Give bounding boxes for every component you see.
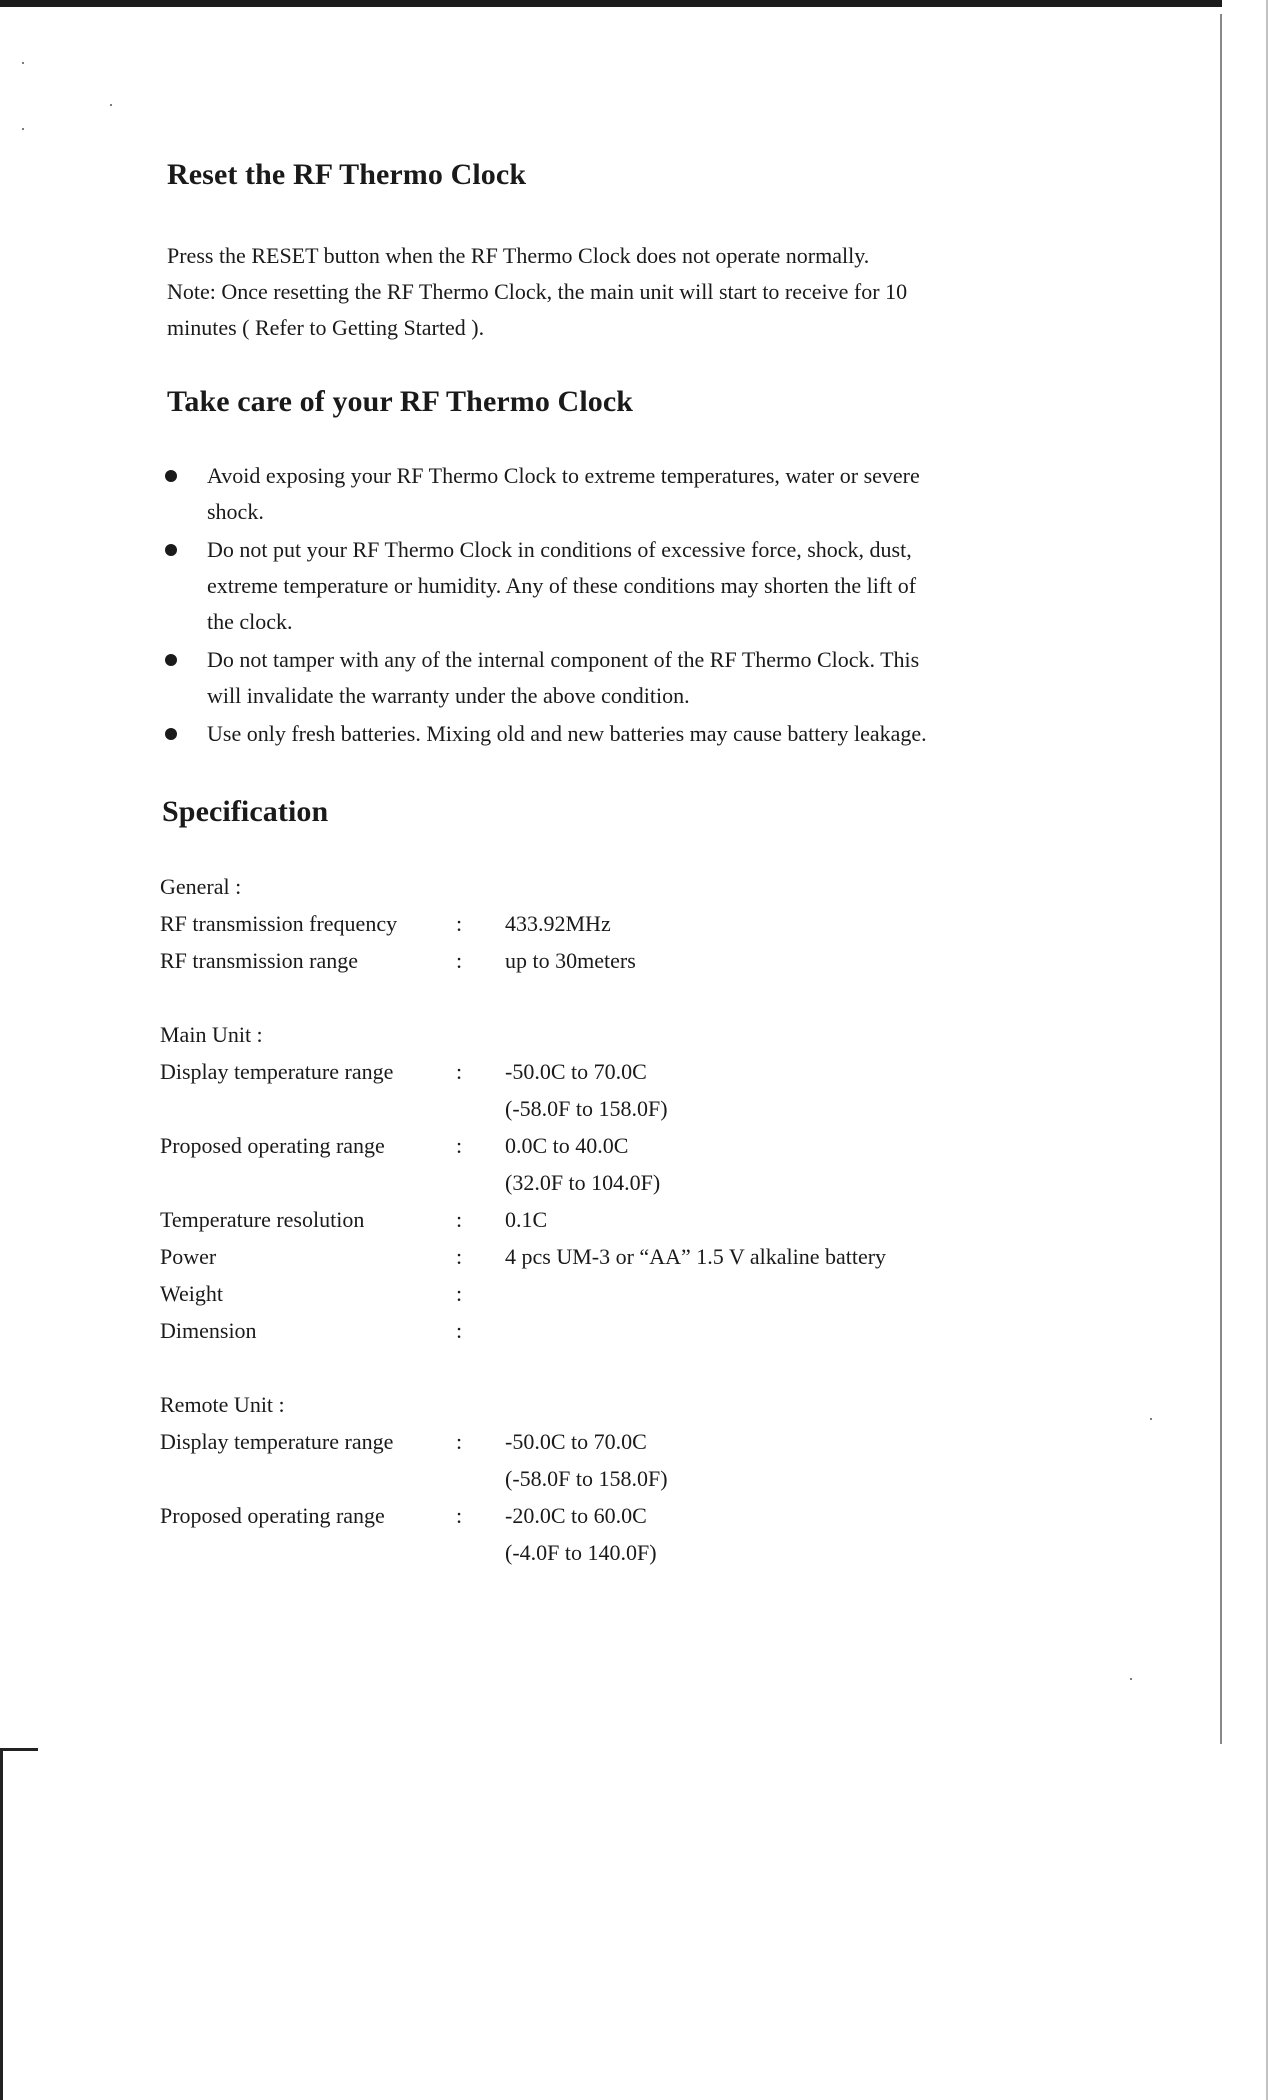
scan-right-edge xyxy=(1266,0,1268,2100)
spec-table xyxy=(160,868,1060,1571)
bullet-dot-icon xyxy=(165,728,177,740)
reset-line: Note: Once resetting the RF Thermo Clock, the main unit will start to receive for 10 xyxy=(167,279,908,304)
care-bullet-list xyxy=(163,458,1043,754)
spec-row: Display temperature range : -50.0C to 70.0C xyxy=(160,1059,647,1084)
bullet-line: Avoid exposing your RF Thermo Clock to extreme temperatures, water or severe xyxy=(207,463,920,488)
scan-speck xyxy=(1130,1678,1132,1680)
care-bullet-item xyxy=(163,532,1043,640)
spec-row: Dimension : xyxy=(160,1318,463,1343)
bullet-line: shock. xyxy=(207,499,264,524)
scan-speck xyxy=(22,128,24,130)
spec-row-continuation: (-4.0F to 140.0F) xyxy=(505,1540,657,1565)
spec-group-heading: General : xyxy=(160,874,242,899)
spec-row: RF transmission range : up to 30meters xyxy=(160,948,636,973)
crop-mark-vertical xyxy=(0,1748,3,2100)
bullet-line: extreme temperature or humidity. Any of these conditions may shorten the lift of xyxy=(207,573,917,598)
spec-row: Proposed operating range : -20.0C to 60.0C xyxy=(160,1503,647,1528)
scan-top-border xyxy=(0,0,1222,7)
reset-line: minutes ( Refer to Getting Started ). xyxy=(167,315,485,340)
reset-line: Press the RESET button when the RF Thermo Clock does not operate normally. xyxy=(167,243,870,268)
spec-row-continuation: (-58.0F to 158.0F) xyxy=(505,1466,668,1491)
spec-row: Power : 4 pcs UM-3 or “AA” 1.5 V alkaline battery xyxy=(160,1244,887,1269)
scan-speck xyxy=(110,104,112,106)
bullet-line: Do not put your RF Thermo Clock in conditions of excessive force, shock, dust, xyxy=(207,537,912,562)
bullet-dot-icon xyxy=(165,654,177,666)
spec-row: Weight : xyxy=(160,1281,463,1306)
crop-mark-horizontal xyxy=(0,1748,38,1751)
bullet-line: the clock. xyxy=(207,609,293,634)
spec-row: Proposed operating range : 0.0C to 40.0C xyxy=(160,1133,629,1158)
bullet-line: Do not tamper with any of the internal component of the RF Thermo Clock. This xyxy=(207,647,920,672)
reset-paragraph xyxy=(167,238,907,346)
reset-section-title: Reset the RF Thermo Clock xyxy=(167,158,527,191)
bullet-dot-icon xyxy=(165,544,177,556)
bullet-line: will invalidate the warranty under the above condition. xyxy=(207,683,690,708)
spec-row: Temperature resolution : 0.1C xyxy=(160,1207,548,1232)
care-bullet-item xyxy=(163,642,1043,714)
spec-row-continuation: (32.0F to 104.0F) xyxy=(505,1170,661,1195)
scan-right-rule xyxy=(1220,14,1222,1744)
spec-row-continuation: (-58.0F to 158.0F) xyxy=(505,1096,668,1121)
spec-row: RF transmission frequency : 433.92MHz xyxy=(160,911,611,936)
care-section-title: Take care of your RF Thermo Clock xyxy=(167,385,634,418)
care-bullet-item xyxy=(163,716,1043,752)
spec-row: Display temperature range : -50.0C to 70.0C xyxy=(160,1429,647,1454)
bullet-dot-icon xyxy=(165,470,177,482)
spec-section-title: Specification xyxy=(162,795,329,828)
scan-speck xyxy=(1150,1418,1152,1420)
spec-group-heading: Main Unit : xyxy=(160,1022,263,1047)
spec-group-heading: Remote Unit : xyxy=(160,1392,285,1417)
scan-speck xyxy=(22,62,24,64)
care-bullet-item xyxy=(163,458,1043,530)
bullet-line: Use only fresh batteries. Mixing old and new batteries may cause battery leakage. xyxy=(207,721,927,746)
